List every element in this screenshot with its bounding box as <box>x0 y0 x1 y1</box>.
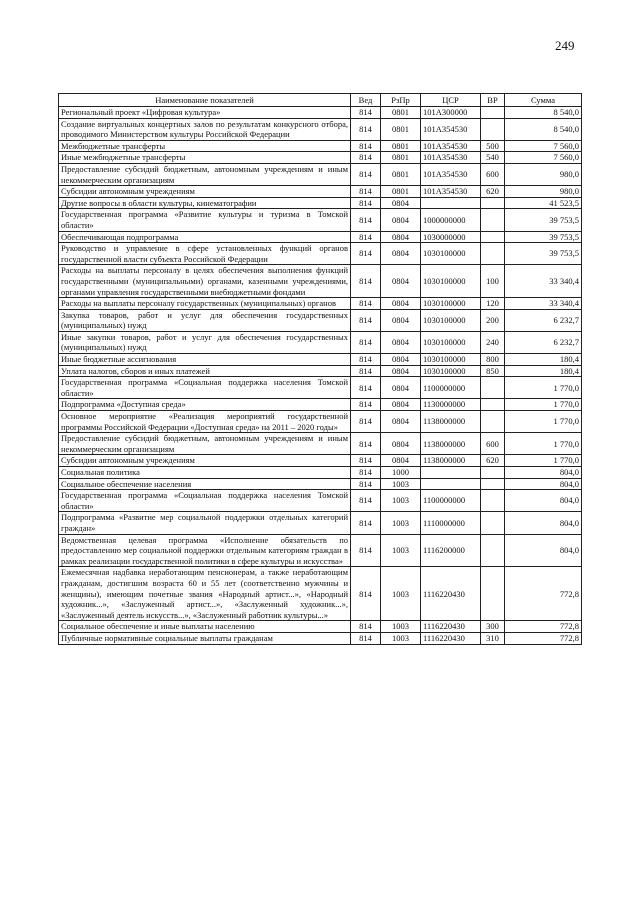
cell-ved: 814 <box>351 265 381 298</box>
cell-csr: 1138000000 <box>421 455 481 467</box>
table-row <box>59 197 582 209</box>
cell-vr <box>481 467 505 479</box>
cell-rzpr: 1003 <box>381 621 421 633</box>
table-row <box>59 567 582 621</box>
cell-ved: 814 <box>351 152 381 164</box>
cell-csr: 1116220430 <box>421 567 481 621</box>
cell-name: Руководство и управление в сфере установленных функций органов государственной власти субъекта Российской Федерации <box>59 243 351 265</box>
cell-sum: 980,0 <box>505 163 582 185</box>
cell-sum: 41 523,5 <box>505 197 582 209</box>
header-ved: Вед <box>351 94 381 107</box>
table-row <box>59 512 582 534</box>
cell-vr: 600 <box>481 163 505 185</box>
cell-ved: 814 <box>351 309 381 331</box>
cell-vr <box>481 534 505 567</box>
cell-rzpr: 0801 <box>381 186 421 198</box>
cell-name: Субсидии автономным учреждениям <box>59 455 351 467</box>
cell-ved: 814 <box>351 621 381 633</box>
table-row <box>59 467 582 479</box>
cell-rzpr: 0801 <box>381 163 421 185</box>
cell-sum: 39 753,5 <box>505 231 582 243</box>
table-row <box>59 243 582 265</box>
cell-ved: 814 <box>351 467 381 479</box>
cell-vr: 200 <box>481 309 505 331</box>
cell-rzpr: 0804 <box>381 298 421 310</box>
cell-ved: 814 <box>351 140 381 152</box>
cell-vr: 310 <box>481 632 505 644</box>
cell-csr: 1116220430 <box>421 632 481 644</box>
cell-csr: 1138000000 <box>421 433 481 455</box>
cell-vr: 850 <box>481 365 505 377</box>
cell-sum: 8 540,0 <box>505 107 582 119</box>
cell-ved: 814 <box>351 298 381 310</box>
cell-csr: 1030100000 <box>421 309 481 331</box>
cell-ved: 814 <box>351 186 381 198</box>
cell-ved: 814 <box>351 490 381 512</box>
cell-name: Социальная политика <box>59 467 351 479</box>
cell-rzpr: 1003 <box>381 534 421 567</box>
table-row <box>59 534 582 567</box>
cell-ved: 814 <box>351 632 381 644</box>
table-row <box>59 107 582 119</box>
cell-name: Социальное обеспечение населения <box>59 478 351 490</box>
table-row <box>59 399 582 411</box>
cell-csr: 1100000000 <box>421 490 481 512</box>
cell-sum: 7 560,0 <box>505 140 582 152</box>
table-header-row <box>59 94 582 107</box>
table-row <box>59 433 582 455</box>
table-row <box>59 140 582 152</box>
table-row <box>59 490 582 512</box>
cell-rzpr: 0804 <box>381 455 421 467</box>
cell-ved: 814 <box>351 365 381 377</box>
cell-sum: 7 560,0 <box>505 152 582 164</box>
cell-sum: 6 232,7 <box>505 331 582 353</box>
cell-csr: 1030100000 <box>421 365 481 377</box>
table-row <box>59 298 582 310</box>
cell-rzpr: 0804 <box>381 197 421 209</box>
cell-ved: 814 <box>351 399 381 411</box>
cell-ved: 814 <box>351 107 381 119</box>
cell-csr: 1000000000 <box>421 209 481 231</box>
cell-name: Государственная программа «Развитие культуры и туризма в Томской области» <box>59 209 351 231</box>
cell-name: Иные бюджетные ассигнования <box>59 354 351 366</box>
cell-csr: 101A354530 <box>421 140 481 152</box>
cell-name: Подпрограмма «Развитие мер социальной поддержки отдельных категорий граждан» <box>59 512 351 534</box>
cell-vr <box>481 478 505 490</box>
cell-sum: 6 232,7 <box>505 309 582 331</box>
cell-rzpr: 0804 <box>381 354 421 366</box>
cell-vr <box>481 411 505 433</box>
cell-sum: 8 540,0 <box>505 118 582 140</box>
budget-table <box>58 93 582 645</box>
cell-vr <box>481 567 505 621</box>
cell-csr: 1030100000 <box>421 243 481 265</box>
cell-name: Публичные нормативные социальные выплаты гражданам <box>59 632 351 644</box>
table-row <box>59 309 582 331</box>
header-name: Наименование показателей <box>59 94 351 107</box>
cell-name: Уплата налогов, сборов и иных платежей <box>59 365 351 377</box>
cell-rzpr: 0801 <box>381 118 421 140</box>
cell-vr <box>481 118 505 140</box>
cell-sum: 1 770,0 <box>505 377 582 399</box>
table-row <box>59 152 582 164</box>
cell-name: Обеспечивающая подпрограмма <box>59 231 351 243</box>
cell-csr: 1030100000 <box>421 265 481 298</box>
cell-name: Социальное обеспечение и иные выплаты населению <box>59 621 351 633</box>
cell-rzpr: 1003 <box>381 512 421 534</box>
cell-name: Субсидии автономным учреждениям <box>59 186 351 198</box>
cell-sum: 804,0 <box>505 534 582 567</box>
header-csr: ЦСР <box>421 94 481 107</box>
cell-ved: 814 <box>351 331 381 353</box>
cell-vr: 600 <box>481 433 505 455</box>
cell-vr <box>481 243 505 265</box>
cell-name: Ведомственная целевая программа «Исполнение обязательств по предоставлению мер социальной поддержки отдельным категориям граждан в рамках реализации государственной политики в сфере культуры и искусства» <box>59 534 351 567</box>
cell-csr: 101A300000 <box>421 107 481 119</box>
cell-sum: 1 770,0 <box>505 411 582 433</box>
cell-sum: 980,0 <box>505 186 582 198</box>
page-number: 249 <box>555 38 575 53</box>
cell-ved: 814 <box>351 231 381 243</box>
cell-ved: 814 <box>351 433 381 455</box>
cell-csr: 1116220430 <box>421 621 481 633</box>
cell-name: Ежемесячная надбавка неработающим пенсионерам, а также неработающим гражданам, достигшим возраста 60 и 55 лет (соответственно мужчины и женщины), имеющим почетные звания «Народный артист...», «Народный художник...», «Заслуженный артист...», «Заслуженный художник...», «Заслуженный деятель искусств...», «Заслуженный работник культуры...» <box>59 567 351 621</box>
table-row <box>59 455 582 467</box>
cell-vr <box>481 197 505 209</box>
cell-csr <box>421 478 481 490</box>
cell-rzpr: 0804 <box>381 411 421 433</box>
cell-csr: 101A354530 <box>421 118 481 140</box>
table-row <box>59 163 582 185</box>
cell-rzpr: 0801 <box>381 107 421 119</box>
table-row <box>59 186 582 198</box>
cell-vr: 620 <box>481 455 505 467</box>
cell-rzpr: 0804 <box>381 433 421 455</box>
cell-sum: 1 770,0 <box>505 399 582 411</box>
cell-rzpr: 0804 <box>381 231 421 243</box>
cell-sum: 180,4 <box>505 365 582 377</box>
cell-name: Иные межбюджетные трансферты <box>59 152 351 164</box>
cell-name: Предоставление субсидий бюджетным, автономным учреждениям и иным некоммерческим организациям <box>59 163 351 185</box>
cell-ved: 814 <box>351 377 381 399</box>
table-row <box>59 231 582 243</box>
cell-vr: 620 <box>481 186 505 198</box>
cell-rzpr: 1003 <box>381 478 421 490</box>
table-row <box>59 621 582 633</box>
cell-rzpr: 0801 <box>381 140 421 152</box>
cell-rzpr: 1000 <box>381 467 421 479</box>
cell-sum: 772,8 <box>505 632 582 644</box>
cell-csr: 1138000000 <box>421 411 481 433</box>
cell-sum: 1 770,0 <box>505 433 582 455</box>
cell-csr: 1030100000 <box>421 331 481 353</box>
cell-sum: 804,0 <box>505 478 582 490</box>
cell-sum: 1 770,0 <box>505 455 582 467</box>
cell-csr <box>421 467 481 479</box>
cell-name: Предоставление субсидий бюджетным, автономным учреждениям и иным некоммерческим организациям <box>59 433 351 455</box>
cell-csr: 101A354530 <box>421 152 481 164</box>
cell-rzpr: 0804 <box>381 209 421 231</box>
table-row <box>59 209 582 231</box>
cell-vr <box>481 490 505 512</box>
table-row <box>59 118 582 140</box>
cell-ved: 814 <box>351 455 381 467</box>
cell-name: Основное мероприятие «Реализация мероприятий государственной программы Российской Федерации «Доступная среда» на 2011 – 2020 годы» <box>59 411 351 433</box>
cell-ved: 814 <box>351 512 381 534</box>
table-row <box>59 411 582 433</box>
cell-ved: 814 <box>351 209 381 231</box>
cell-rzpr: 0804 <box>381 377 421 399</box>
cell-csr: 1030100000 <box>421 298 481 310</box>
table-row <box>59 377 582 399</box>
cell-csr: 101A354530 <box>421 186 481 198</box>
cell-vr <box>481 209 505 231</box>
cell-vr: 500 <box>481 140 505 152</box>
cell-vr <box>481 399 505 411</box>
cell-csr: 1116200000 <box>421 534 481 567</box>
cell-name: Региональный проект «Цифровая культура» <box>59 107 351 119</box>
cell-name: Создание виртуальных концертных залов по результатам конкурсного отбора, проводимого Министерством культуры Российской Федерации <box>59 118 351 140</box>
cell-csr: 1130000000 <box>421 399 481 411</box>
cell-name: Закупка товаров, работ и услуг для обеспечения государственных (муниципальных) нужд <box>59 309 351 331</box>
cell-ved: 814 <box>351 567 381 621</box>
cell-csr: 1030100000 <box>421 354 481 366</box>
cell-vr: 300 <box>481 621 505 633</box>
cell-sum: 39 753,5 <box>505 243 582 265</box>
cell-vr <box>481 512 505 534</box>
cell-name: Другие вопросы в области культуры, кинематографии <box>59 197 351 209</box>
cell-name: Государственная программа «Социальная поддержка населения Томской области» <box>59 490 351 512</box>
cell-vr: 120 <box>481 298 505 310</box>
cell-sum: 180,4 <box>505 354 582 366</box>
cell-ved: 814 <box>351 478 381 490</box>
cell-vr <box>481 107 505 119</box>
cell-vr: 100 <box>481 265 505 298</box>
cell-sum: 39 753,5 <box>505 209 582 231</box>
cell-csr: 1030000000 <box>421 231 481 243</box>
cell-rzpr: 0804 <box>381 365 421 377</box>
cell-vr <box>481 377 505 399</box>
cell-vr: 240 <box>481 331 505 353</box>
header-sum: Сумма <box>505 94 582 107</box>
cell-csr: 1110000000 <box>421 512 481 534</box>
header-rzpr: РзПр <box>381 94 421 107</box>
cell-name: Расходы на выплаты персоналу государственных (муниципальных) органов <box>59 298 351 310</box>
cell-ved: 814 <box>351 534 381 567</box>
cell-sum: 33 340,4 <box>505 298 582 310</box>
cell-vr: 800 <box>481 354 505 366</box>
cell-sum: 804,0 <box>505 467 582 479</box>
cell-ved: 814 <box>351 163 381 185</box>
cell-ved: 814 <box>351 197 381 209</box>
cell-vr: 540 <box>481 152 505 164</box>
cell-rzpr: 0801 <box>381 152 421 164</box>
cell-rzpr: 0804 <box>381 243 421 265</box>
cell-sum: 33 340,4 <box>505 265 582 298</box>
cell-sum: 772,8 <box>505 567 582 621</box>
cell-name: Государственная программа «Социальная поддержка населения Томской области» <box>59 377 351 399</box>
cell-name: Расходы на выплаты персоналу в целях обеспечения выполнения функций государственными (муниципальными) органами, казенными учреждениями, органами управления государственными внебюджетными фондами <box>59 265 351 298</box>
table-row <box>59 478 582 490</box>
cell-rzpr: 0804 <box>381 331 421 353</box>
table-header <box>59 94 582 107</box>
cell-sum: 804,0 <box>505 512 582 534</box>
cell-csr <box>421 197 481 209</box>
cell-ved: 814 <box>351 118 381 140</box>
cell-ved: 814 <box>351 354 381 366</box>
table-row <box>59 331 582 353</box>
cell-sum: 804,0 <box>505 490 582 512</box>
cell-rzpr: 1003 <box>381 567 421 621</box>
cell-rzpr: 1003 <box>381 490 421 512</box>
table-body <box>59 107 582 645</box>
header-vr: ВР <box>481 94 505 107</box>
cell-csr: 101A354530 <box>421 163 481 185</box>
cell-rzpr: 0804 <box>381 399 421 411</box>
cell-rzpr: 0804 <box>381 309 421 331</box>
cell-rzpr: 0804 <box>381 265 421 298</box>
table-row <box>59 632 582 644</box>
cell-ved: 814 <box>351 411 381 433</box>
cell-sum: 772,8 <box>505 621 582 633</box>
cell-ved: 814 <box>351 243 381 265</box>
cell-name: Межбюджетные трансферты <box>59 140 351 152</box>
table-row <box>59 265 582 298</box>
cell-vr <box>481 231 505 243</box>
cell-name: Подпрограмма «Доступная среда» <box>59 399 351 411</box>
table-row <box>59 365 582 377</box>
cell-name: Иные закупки товаров, работ и услуг для обеспечения государственных (муниципальных) нужд <box>59 331 351 353</box>
cell-rzpr: 1003 <box>381 632 421 644</box>
cell-csr: 1100000000 <box>421 377 481 399</box>
table-row <box>59 354 582 366</box>
